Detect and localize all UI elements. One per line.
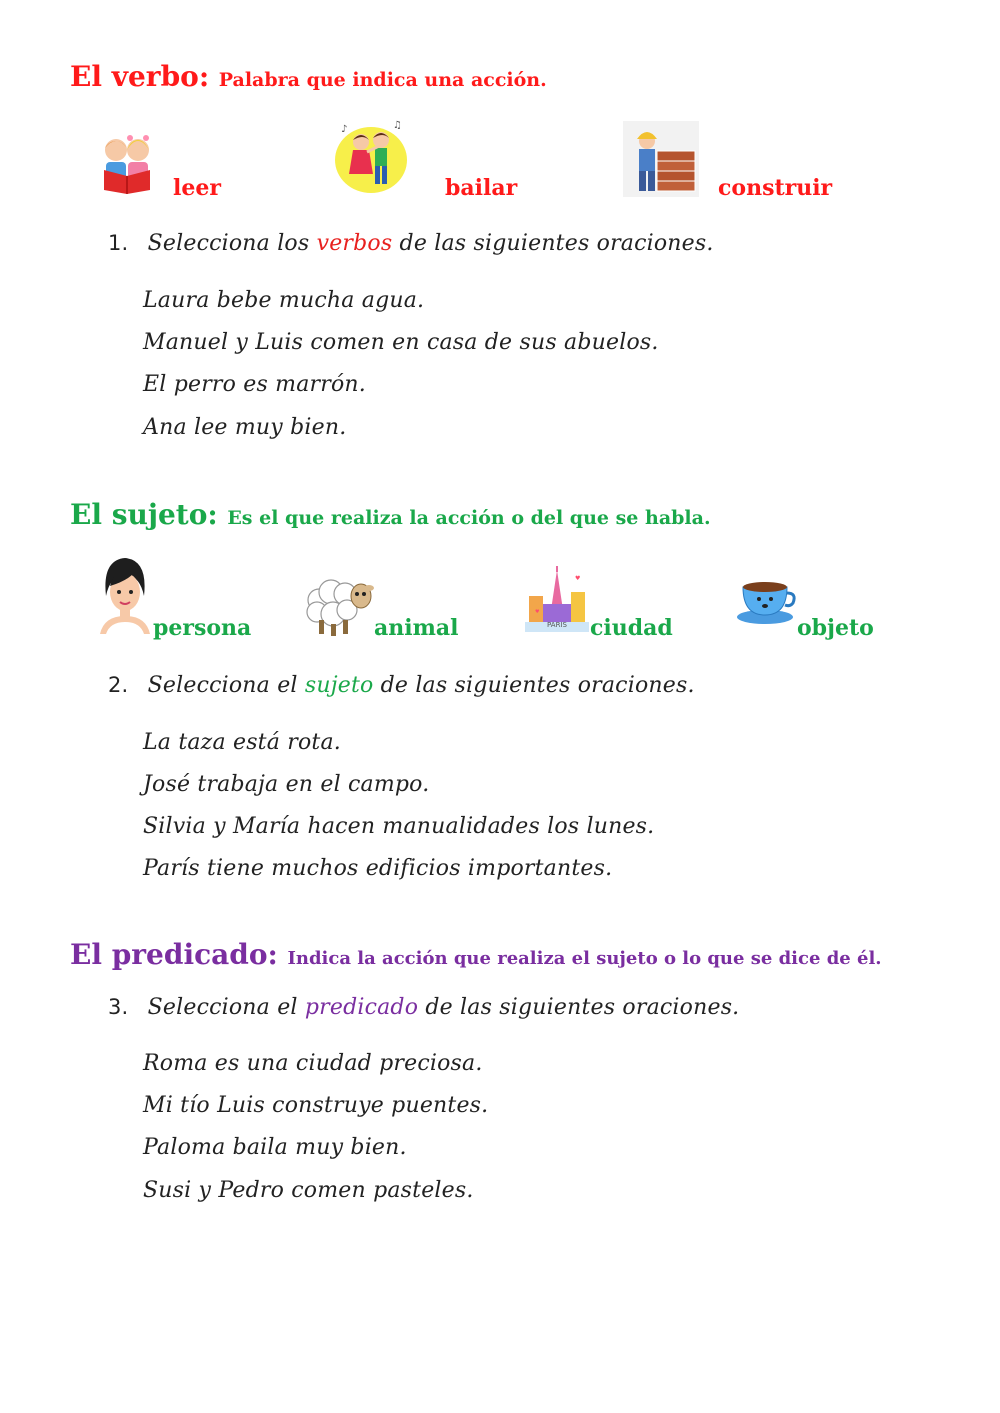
verbo-definition: Palabra que indica una acción. [218, 69, 547, 91]
sentence-1-1[interactable]: Laura bebe mucha agua. [143, 288, 425, 313]
exercise-1-keyword: verbos [316, 231, 393, 256]
example-label-construir: construir [718, 175, 833, 201]
exercise-2-number: 2. [108, 673, 129, 697]
woman-icon [100, 556, 150, 634]
sheep-icon [303, 570, 375, 636]
sentence-3-3[interactable]: Paloma baila muy bien. [143, 1135, 407, 1160]
exercise-1-text-before: Selecciona los [147, 231, 317, 256]
sentence-2-4[interactable]: París tiene muchos edificios importantes. [143, 856, 613, 881]
svg-text:♪: ♪ [341, 124, 348, 135]
exercise-2-instruction [108, 673, 695, 698]
example-label-objeto: objeto [797, 615, 874, 641]
exercise-3-number: 3. [108, 995, 129, 1019]
exercise-3-text-after: de las siguientes oraciones. [418, 995, 740, 1020]
svg-text:♥: ♥ [575, 575, 581, 582]
sujeto-definition: Es el que realiza la acción o del que se habla. [227, 507, 711, 529]
exercise-1-text-after: de las siguientes oraciones. [392, 231, 714, 256]
sentence-1-4[interactable]: Ana lee muy bien. [143, 415, 347, 440]
exercise-2-keyword: sujeto [304, 673, 374, 698]
example-label-bailar: bailar [445, 175, 518, 201]
children-reading-icon [96, 132, 158, 194]
sentence-3-4[interactable]: Susi y Pedro comen pasteles. [143, 1178, 474, 1203]
sentence-1-2[interactable]: Manuel y Luis comen en casa de sus abuelos. [143, 330, 659, 355]
sentence-2-1[interactable]: La taza está rota. [143, 730, 341, 755]
exercise-3-instruction [108, 995, 739, 1020]
predicado-term: El predicado: [70, 938, 278, 971]
dancing-couple-icon [333, 118, 409, 196]
verbo-heading [70, 60, 547, 93]
sentence-1-3[interactable]: El perro es marrón. [143, 372, 366, 397]
teacup-icon [735, 577, 797, 625]
sujeto-heading [70, 498, 711, 531]
paris-label: PARIS [547, 621, 567, 629]
exercise-3-keyword: predicado [304, 995, 419, 1020]
builder-bricks-icon [623, 121, 699, 197]
sentence-3-1[interactable]: Roma es una ciudad preciosa. [143, 1051, 483, 1076]
sentence-2-2[interactable]: José trabaja en el campo. [143, 772, 430, 797]
example-label-animal: animal [374, 615, 459, 641]
exercise-2-text-before: Selecciona el [147, 673, 305, 698]
exercise-2-text-after: de las siguientes oraciones. [373, 673, 695, 698]
paris-city-icon [525, 566, 589, 636]
example-label-leer: leer [173, 175, 221, 201]
exercise-1-number: 1. [108, 231, 129, 255]
sentence-2-3[interactable]: Silvia y María hacen manualidades los lunes. [143, 814, 655, 839]
verbo-term: El verbo: [70, 60, 210, 93]
sentence-3-2[interactable]: Mi tío Luis construye puentes. [143, 1093, 489, 1118]
sujeto-term: El sujeto: [70, 498, 218, 531]
svg-text:♥: ♥ [535, 609, 540, 615]
svg-text:♫: ♫ [393, 120, 402, 131]
example-label-ciudad: ciudad [590, 615, 673, 641]
example-label-persona: persona [153, 615, 252, 641]
exercise-3-text-before: Selecciona el [147, 995, 305, 1020]
exercise-1-instruction [108, 231, 714, 256]
predicado-definition: Indica la acción que realiza el sujeto o lo que se dice de él. [287, 948, 882, 969]
predicado-heading [70, 938, 882, 971]
